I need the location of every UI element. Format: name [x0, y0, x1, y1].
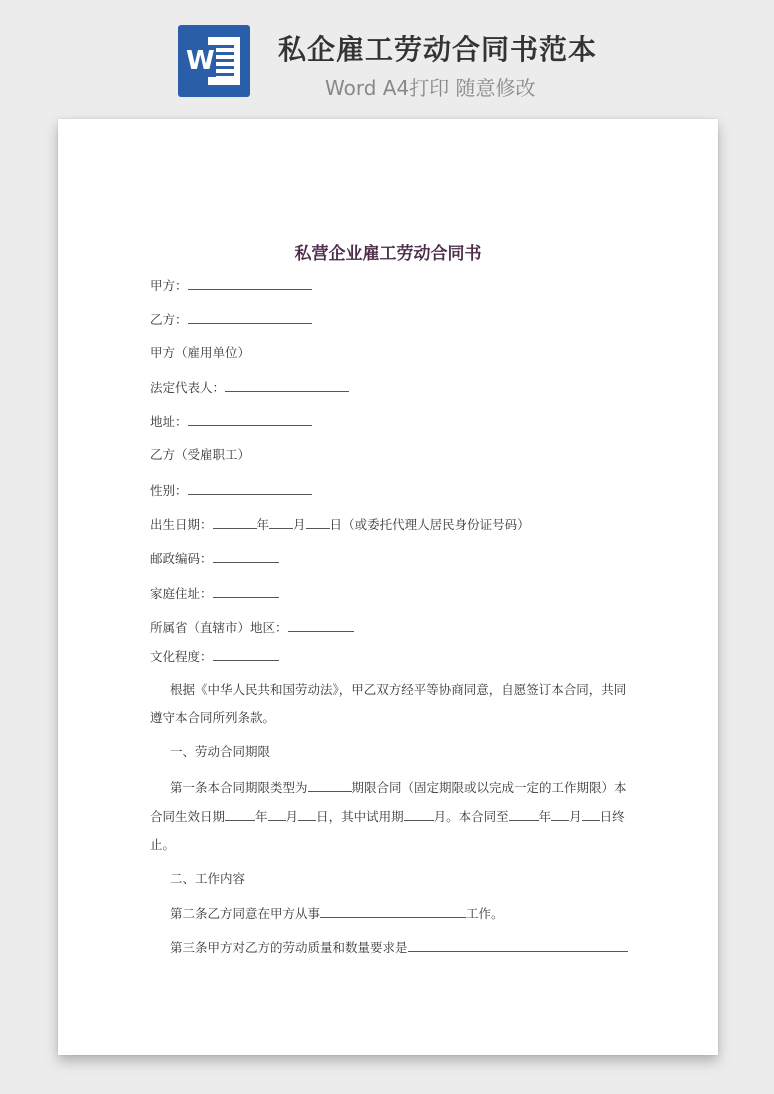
party-a-note: 甲方（雇用单位） [150, 345, 251, 360]
blank-field[interactable] [582, 808, 600, 821]
blank-field[interactable] [408, 939, 628, 952]
article-1-line-2: 合同生效日期 年 月 日，其中试用期 月。本合同至 年 月 日终 [150, 809, 625, 824]
blank-field[interactable] [308, 779, 352, 792]
blank-field[interactable] [509, 808, 539, 821]
birth-date-line: 出生日期： 年 月 日（或委托代理人居民身份证号码） [150, 517, 530, 532]
article-2-line: 第二条乙方同意在甲方从事 工作。 [170, 906, 504, 921]
blank-field[interactable] [225, 808, 255, 821]
intro-paragraph-line-1: 根据《中华人民共和国劳动法》，甲乙双方经平等协商同意，自愿签订本合同，共同 [170, 682, 627, 697]
word-icon [178, 25, 250, 97]
blank-field[interactable] [213, 550, 279, 563]
education-line: 文化程度： [150, 648, 279, 665]
party-a-line: 甲方： [150, 277, 312, 294]
legal-rep-line: 法定代表人： [150, 379, 349, 396]
blank-field[interactable] [188, 482, 312, 495]
header-title: 私企雇工劳动合同书范本 [278, 33, 598, 66]
party-b-note: 乙方（受雇职工） [150, 447, 251, 462]
document-title: 私营企业雇工劳动合同书 [294, 244, 482, 264]
blank-field[interactable] [225, 379, 349, 392]
blank-field[interactable] [188, 413, 312, 426]
party-b-line: 乙方： [150, 311, 312, 328]
article-1-line-1: 第一条本合同期限类型为 期限合同（固定期限或以完成一定的工作期限）本 [170, 780, 627, 795]
intro-paragraph-line-2: 遵守本合同所列条款。 [150, 710, 276, 725]
gender-line: 性别： [150, 482, 312, 499]
blank-field[interactable] [213, 516, 257, 529]
blank-field[interactable] [269, 516, 293, 529]
blank-field[interactable] [551, 808, 569, 821]
blank-field[interactable] [213, 585, 279, 598]
document-page [58, 119, 718, 1055]
blank-field[interactable] [306, 516, 330, 529]
blank-field[interactable] [213, 648, 279, 661]
blank-field[interactable] [188, 311, 312, 324]
header-subtitle: Word A4打印 随意修改 [325, 76, 536, 100]
article-1-line-3: 止。 [150, 837, 176, 852]
home-address-line: 家庭住址： [150, 585, 279, 602]
address-line: 地址： [150, 413, 312, 430]
blank-field[interactable] [404, 808, 434, 821]
province-line: 所属省（直辖市）地区： [150, 619, 354, 636]
blank-field[interactable] [268, 808, 286, 821]
blank-field[interactable] [320, 905, 466, 918]
section-heading-1: 一、劳动合同期限 [170, 744, 271, 759]
postcode-line: 邮政编码： [150, 550, 279, 567]
blank-field[interactable] [188, 277, 312, 290]
blank-field[interactable] [298, 808, 316, 821]
blank-field[interactable] [288, 619, 354, 632]
word-letter: W [186, 46, 215, 76]
article-3-line: 第三条甲方对乙方的劳动质量和数量要求是 [170, 939, 628, 956]
section-heading-2: 二、工作内容 [170, 871, 246, 886]
